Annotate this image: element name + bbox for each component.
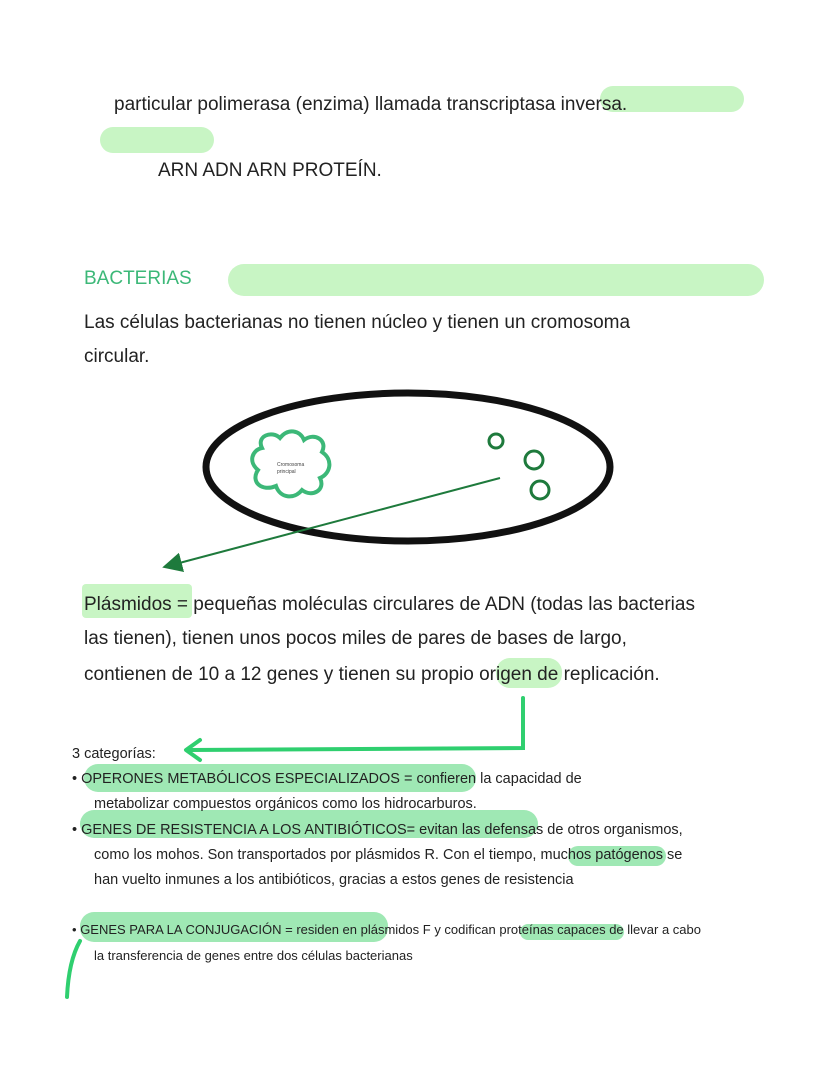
list-item-continuation: la transferencia de genes entre dos células bacterianas [94,948,413,963]
plasmid-circle [525,451,543,469]
plasmid-circle [531,481,549,499]
section-title: BACTERIAS [84,268,192,289]
highlight-mark [100,127,214,153]
categories-heading: 3 categorías: [72,746,156,762]
list-item: • GENES DE RESISTENCIA A LOS ANTIBIÓTICOS= evitan las defensas de otros organismos, [72,822,683,838]
plasmids-term: Plásmidos = [84,594,189,615]
bullet: • [72,771,78,787]
section-paragraph-line: circular. [84,346,150,367]
flow-line: ARN ADN ARN PROTEÍN. [158,160,382,181]
list-item: • OPERONES METABÓLICOS ESPECIALIZADOS = confieren la capacidad de [72,771,582,787]
bullet: • [72,822,78,838]
list-item-continuation: metabolizar compuestos orgánicos como los hidrocarburos. [94,796,477,812]
list-item: • GENES PARA LA CONJUGACIÓN = residen en plásmidos F y codifican proteínas capaces de llevar a cabo [72,922,701,937]
plasmids-line: contienen de 10 a 12 genes y tienen su propio origen de replicación. [84,664,660,685]
bacterium-diagram [0,380,828,580]
list-item-continuation: como los mohos. Son transportados por plásmidos R. Con el tiempo, muchos patógenos se [94,847,683,863]
chromosome-label: Cromosoma principal [277,462,305,475]
plasmids-line: Plásmidos = pequeñas moléculas circulares de ADN (todas las bacterias [84,594,695,615]
highlight-mark [228,264,764,296]
list-item-continuation: han vuelto inmunes a los antibióticos, gracias a estos genes de resistencia [94,872,574,888]
cell-outline [206,393,610,541]
bullet: • [72,922,77,937]
plasmids-line: las tienen), tienen unos pocos miles de pares de bases de largo, [84,628,627,649]
section-paragraph-line: Las células bacterianas no tienen núcleo y tienen un cromosoma [84,312,631,333]
pen-stroke [60,935,90,1005]
intro-line: particular polimerasa (enzima) llamada transcriptasa inversa. [114,94,628,115]
plasmid-circle [489,434,503,448]
